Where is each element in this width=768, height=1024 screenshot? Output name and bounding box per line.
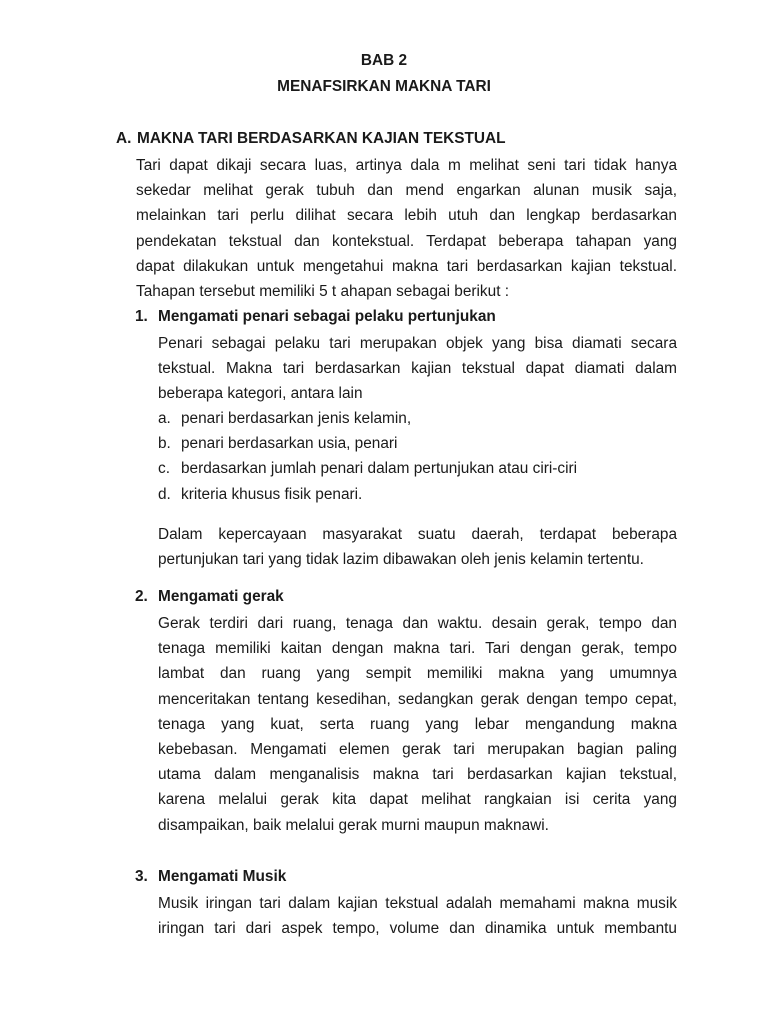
- paragraph-line: menceritakan tentang kesedihan, sedangkan gerak dengan tempo cepat,: [158, 690, 677, 708]
- item3-paragraph: [158, 891, 677, 941]
- item1-list-text-c: berdasarkan jumlah penari dalam pertunjukan atau ciri-ciri: [181, 460, 578, 477]
- item1-list-marker-a: a.: [158, 410, 171, 427]
- paragraph-line: pertunjukan tari yang tidak lazim dibawakan oleh jenis kelamin tertentu.: [158, 551, 644, 569]
- item3-marker: 3.: [135, 868, 148, 885]
- item1-list-marker-d: d.: [158, 486, 171, 503]
- paragraph-line: melainkan tari perlu dilihat secara lebih utuh dan lengkap berdasarkan: [136, 207, 677, 225]
- paragraph-line: sekedar melihat gerak tubuh dan mend engarkan alunan musik saja,: [136, 182, 677, 200]
- item2-heading: Mengamati gerak: [158, 588, 284, 605]
- paragraph-line: tenaga yang kuat, serta ruang yang lebar mengandung makna: [158, 715, 677, 733]
- section-a-paragraph: [136, 153, 677, 304]
- paragraph-line: disampaikan, baik melalui gerak murni maupun maknawi.: [158, 816, 549, 834]
- paragraph-line: tenaga memiliki kaitan dengan makna tari. Tari dengan gerak, tempo: [158, 640, 677, 658]
- paragraph-line: Penari sebagai pelaku tari merupakan objek yang bisa diamati secara: [158, 335, 677, 352]
- paragraph-line: Tari dapat dikaji secara luas, artinya dala m melihat seni tari tidak hanya: [136, 157, 677, 174]
- section-a-marker: A.: [116, 130, 132, 147]
- paragraph-line: iringan tari dari aspek tempo, volume dan dinamika untuk membantu: [158, 920, 677, 938]
- item3-heading: Mengamati Musik: [158, 868, 287, 885]
- item2-paragraph: [158, 611, 677, 838]
- item1-list-text-d: kriteria khusus fisik penari.: [181, 486, 363, 503]
- paragraph-line: kebebasan. Mengamati elemen gerak tari merupakan bagian paling: [158, 741, 677, 759]
- item1-list-text-a: penari berdasarkan jenis kelamin,: [181, 410, 412, 427]
- paragraph-line: tekstual. Makna tari berdasarkan kajian tekstual dapat diamati dalam: [158, 360, 677, 378]
- paragraph-line: Tahapan tersebut memiliki 5 t ahapan sebagai berikut :: [136, 283, 510, 301]
- item1-paragraph: [158, 331, 677, 407]
- paragraph-line: Gerak terdiri dari ruang, tenaga dan waktu. desain gerak, tempo dan: [158, 615, 677, 632]
- paragraph-line: dapat dilakukan untuk mengetahui makna tari berdasarkan kajian tekstual.: [136, 257, 677, 275]
- paragraph-line: Musik iringan tari dalam kajian tekstual adalah memahami makna musik: [158, 895, 677, 912]
- item1-closing-paragraph: [158, 522, 677, 572]
- item1-list-marker-c: c.: [158, 460, 170, 477]
- item1-heading: Mengamati penari sebagai pelaku pertunjukan: [158, 308, 496, 325]
- paragraph-line: beberapa kategori, antara lain: [158, 385, 363, 403]
- item1-list-marker-b: b.: [158, 435, 171, 452]
- chapter-label: BAB 2: [360, 52, 408, 69]
- paragraph-line: pendekatan tekstual dan kontekstual. Terdapat beberapa tahapan yang: [136, 232, 677, 250]
- item2-marker: 2.: [135, 588, 148, 605]
- item1-marker: 1.: [135, 308, 148, 325]
- paragraph-line: Dalam kepercayaan masyarakat suatu daerah, terdapat beberapa: [158, 526, 677, 543]
- paragraph-line: karena melalui gerak kita dapat melihat rangkaian isi cerita yang: [158, 791, 677, 809]
- item1-list-text-b: penari berdasarkan usia, penari: [181, 435, 398, 452]
- paragraph-line: lambat dan ruang yang sempit memiliki makna yang umumnya: [158, 665, 677, 683]
- paragraph-line: utama dalam menganalisis makna tari berdasarkan kajian tekstual,: [158, 766, 677, 784]
- chapter-title: MENAFSIRKAN MAKNA TARI: [277, 78, 491, 95]
- section-a-heading: MAKNA TARI BERDASARKAN KAJIAN TEKSTUAL: [137, 130, 506, 147]
